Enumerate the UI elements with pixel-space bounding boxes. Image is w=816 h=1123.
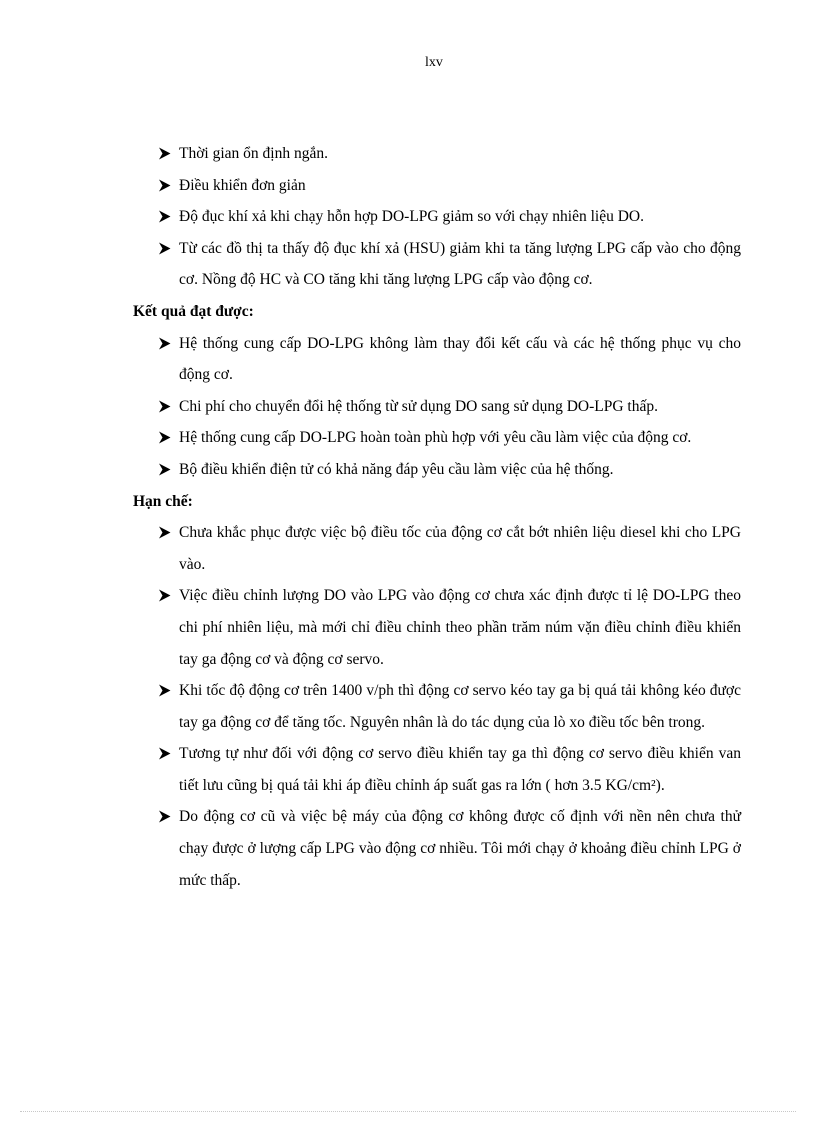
results-bullet-list [133,328,741,486]
bullet-text: Tương tự như đối với động cơ servo điều khiển tay ga thì động cơ servo điều khiển van tiết lưu cũng bị quá tải khi áp điều chỉnh áp suất gas ra lớn ( hơn 3.5 KG/cm²). [179,745,741,794]
bullet-text: Độ đục khí xả khi chạy hỗn hợp DO-LPG giảm so với chạy nhiên liệu DO. [179,208,644,226]
list-item [133,801,741,896]
list-item [133,738,741,801]
bullet-text: Do động cơ cũ và việc bệ máy của động cơ không được cố định với nền nên chưa thử chạy được ở lượng cấp LPG vào động cơ nhiều. Tôi mới chạy ở khoảng điều chỉnh LPG ở mức thấp. [179,808,741,889]
arrow-bullet-icon [158,233,174,265]
arrow-bullet-icon [158,517,174,549]
list-item [133,391,741,423]
list-item [133,517,741,580]
bullet-text: Thời gian ổn định ngắn. [179,145,328,162]
list-item [133,170,741,202]
arrow-bullet-icon [158,801,174,833]
list-item [133,233,741,296]
arrow-bullet-icon [158,170,174,202]
list-item [133,675,741,738]
results-heading: Kết quả đạt được: [133,302,254,320]
list-item [133,422,741,454]
bullet-text: Hệ thống cung cấp DO-LPG hoàn toàn phù hợp với yêu cầu làm việc của động cơ. [179,429,692,447]
list-item [133,580,741,675]
list-item [133,454,741,486]
limitations-bullet-list [133,517,741,896]
arrow-bullet-icon [158,580,174,612]
bullet-text: Điều khiển đơn giản [179,176,306,194]
bullet-text: Hệ thống cung cấp DO-LPG không làm thay đổi kết cấu và các hệ thống phục vụ cho động cơ. [179,334,741,384]
page-bottom-divider [20,1111,796,1112]
arrow-bullet-icon [158,201,174,233]
arrow-bullet-icon [158,328,174,360]
arrow-bullet-icon [158,422,174,454]
arrow-bullet-icon [158,675,174,707]
limitations-heading: Hạn chế: [133,492,193,510]
list-item [133,328,741,391]
arrow-bullet-icon [158,738,174,770]
arrow-bullet-icon [158,391,174,423]
bullet-text: Chưa khắc phục được việc bộ điều tốc của động cơ cắt bớt nhiên liệu diesel khi cho LPG vào. [179,524,741,573]
list-item [133,201,741,233]
bullet-text: Bộ điều khiển điện tử có khả năng đáp yêu cầu làm việc của hệ thống. [179,460,614,478]
arrow-bullet-icon [158,138,174,170]
bullet-text: Chi phí cho chuyển đổi hệ thống từ sử dụng DO sang sử dụng DO-LPG thấp. [179,397,658,415]
bullet-text: Khi tốc độ động cơ trên 1400 v/ph thì động cơ servo kéo tay ga bị quá tải không kéo được tay ga động cơ để tăng tốc. Nguyên nhân là do tác dụng của lò xo điều tốc bên trong. [179,682,741,731]
intro-bullet-list [133,138,741,296]
arrow-bullet-icon [158,454,174,486]
bullet-text: Việc điều chỉnh lượng DO vào LPG vào động cơ chưa xác định được tỉ lệ DO-LPG theo chi phí nhiên liệu, mà mới chỉ điều chỉnh theo phần trăm núm vặn điều chỉnh điều khiển tay ga động cơ và động cơ servo. [179,587,741,668]
document-body [133,138,741,896]
bullet-text: Từ các đồ thị ta thấy độ đục khí xả (HSU) giảm khi ta tăng lượng LPG cấp vào cho động cơ. Nồng độ HC và CO tăng khi tăng lượng LPG cấp vào động cơ. [179,239,741,289]
list-item [133,138,741,170]
page-number: lxv [425,55,443,70]
